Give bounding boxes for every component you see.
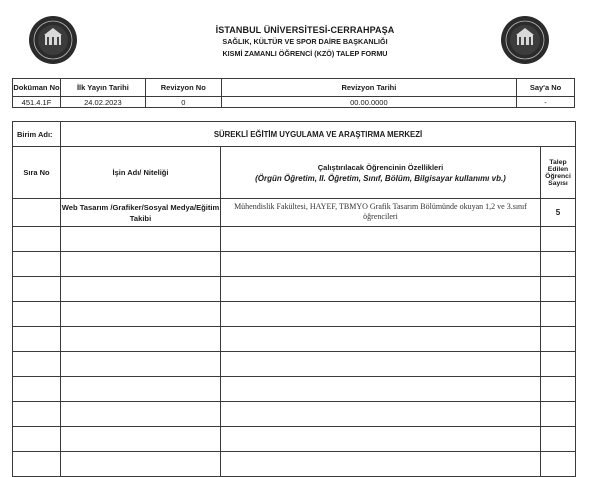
empty-cell-no bbox=[13, 402, 61, 427]
empty-cell-job bbox=[61, 227, 221, 252]
empty-cell-requirements bbox=[221, 352, 541, 377]
meta-doc-no: 451.4.1F bbox=[13, 97, 61, 108]
col-header-job: İşin Adı/ Niteliği bbox=[61, 147, 221, 199]
empty-cell-job bbox=[61, 252, 221, 277]
empty-cell-count bbox=[541, 227, 576, 252]
table-row-empty bbox=[13, 277, 576, 302]
table-row bbox=[13, 199, 576, 227]
empty-cell-count bbox=[541, 252, 576, 277]
meta-header-rev-date: Revizyon Tarihi bbox=[221, 79, 516, 97]
empty-cell-requirements bbox=[221, 377, 541, 402]
meta-first-date: 24.02.2023 bbox=[60, 97, 145, 108]
table-row-empty bbox=[13, 427, 576, 452]
col-header-requirements bbox=[221, 147, 541, 199]
empty-cell-count bbox=[541, 377, 576, 402]
table-row-empty bbox=[13, 352, 576, 377]
empty-cell-requirements bbox=[221, 252, 541, 277]
empty-cell-no bbox=[13, 377, 61, 402]
meta-header-page-no: Say'a No bbox=[517, 79, 575, 97]
empty-cell-count bbox=[541, 302, 576, 327]
department-name: SAĞLIK, KÜLTÜR VE SPOR DAİRE BAŞKANLIĞI bbox=[222, 37, 388, 46]
empty-cell-requirements bbox=[221, 402, 541, 427]
university-seal-right bbox=[500, 15, 550, 65]
empty-cell-requirements bbox=[221, 227, 541, 252]
table-row-empty bbox=[13, 227, 576, 252]
table-row-empty bbox=[13, 302, 576, 327]
empty-cell-requirements bbox=[221, 327, 541, 352]
empty-cell-count bbox=[541, 402, 576, 427]
form-title: KISMİ ZAMANLI ÖĞRENCİ (KZÖ) TALEP FORMU bbox=[222, 49, 388, 58]
empty-cell-no bbox=[13, 327, 61, 352]
row-count: 5 bbox=[541, 199, 576, 227]
meta-header-first-date: İlk Yayın Tarihi bbox=[60, 79, 145, 97]
empty-cell-count bbox=[541, 452, 576, 477]
empty-cell-no bbox=[13, 352, 61, 377]
table-row-empty bbox=[13, 452, 576, 477]
meta-header-doc-no: Doküman No bbox=[13, 79, 61, 97]
empty-cell-no bbox=[13, 277, 61, 302]
col-header-req-sub: (Örgün Öğretim, II. Öğretim, Sınıf, Bölüm, Bilgisayar kullanımı vb.) bbox=[255, 173, 506, 183]
empty-cell-count bbox=[541, 327, 576, 352]
row-no bbox=[13, 199, 61, 227]
request-table bbox=[12, 121, 576, 477]
empty-cell-requirements bbox=[221, 452, 541, 477]
empty-cell-count bbox=[541, 277, 576, 302]
empty-cell-job bbox=[61, 302, 221, 327]
empty-cell-no bbox=[13, 427, 61, 452]
empty-cell-job bbox=[61, 352, 221, 377]
empty-cell-requirements bbox=[221, 427, 541, 452]
meta-page-no: - bbox=[517, 97, 575, 108]
empty-cell-requirements bbox=[221, 277, 541, 302]
empty-cell-job bbox=[61, 277, 221, 302]
empty-cell-no bbox=[13, 227, 61, 252]
table-row-empty bbox=[13, 327, 576, 352]
empty-cell-no bbox=[13, 302, 61, 327]
meta-header-rev-no: Revizyon No bbox=[145, 79, 221, 97]
col-header-req-title: Çalıştırılacak Öğrencinin Özellikleri bbox=[317, 162, 444, 172]
empty-cell-count bbox=[541, 427, 576, 452]
university-name: İSTANBUL ÜNİVERSİTESİ-CERRAHPAŞA bbox=[215, 25, 395, 35]
document-meta-table bbox=[12, 78, 575, 108]
row-job: Web Tasarım /Grafiker/Sosyal Medya/Eğitim Takibi bbox=[61, 199, 221, 227]
empty-cell-job bbox=[61, 427, 221, 452]
empty-cell-job bbox=[61, 327, 221, 352]
empty-cell-job bbox=[61, 377, 221, 402]
empty-cell-requirements bbox=[221, 302, 541, 327]
col-header-no: Sıra No bbox=[13, 147, 61, 199]
table-row-empty bbox=[13, 252, 576, 277]
col-header-count: Talep Edilen Öğrenci Sayısı bbox=[541, 147, 576, 199]
university-seal-left bbox=[28, 15, 78, 65]
table-row-empty bbox=[13, 402, 576, 427]
meta-rev-date: 00.00.0000 bbox=[221, 97, 516, 108]
row-requirements: Mühendislik Fakültesi, HAYEF, TBMYO Grafik Tasarım Bölümünde okuyan 1,2 ve 3.sınıf öğrencileri bbox=[221, 199, 541, 227]
empty-cell-no bbox=[13, 252, 61, 277]
meta-rev-no: 0 bbox=[145, 97, 221, 108]
empty-cell-job bbox=[61, 402, 221, 427]
unit-name: SÜREKLİ EĞİTİM UYGULAMA VE ARAŞTIRMA MERKEZİ bbox=[61, 122, 576, 147]
empty-cell-job bbox=[61, 452, 221, 477]
unit-label: Birim Adı: bbox=[13, 122, 61, 147]
empty-cell-no bbox=[13, 452, 61, 477]
table-row-empty bbox=[13, 377, 576, 402]
form-header bbox=[150, 24, 460, 60]
empty-cell-count bbox=[541, 352, 576, 377]
